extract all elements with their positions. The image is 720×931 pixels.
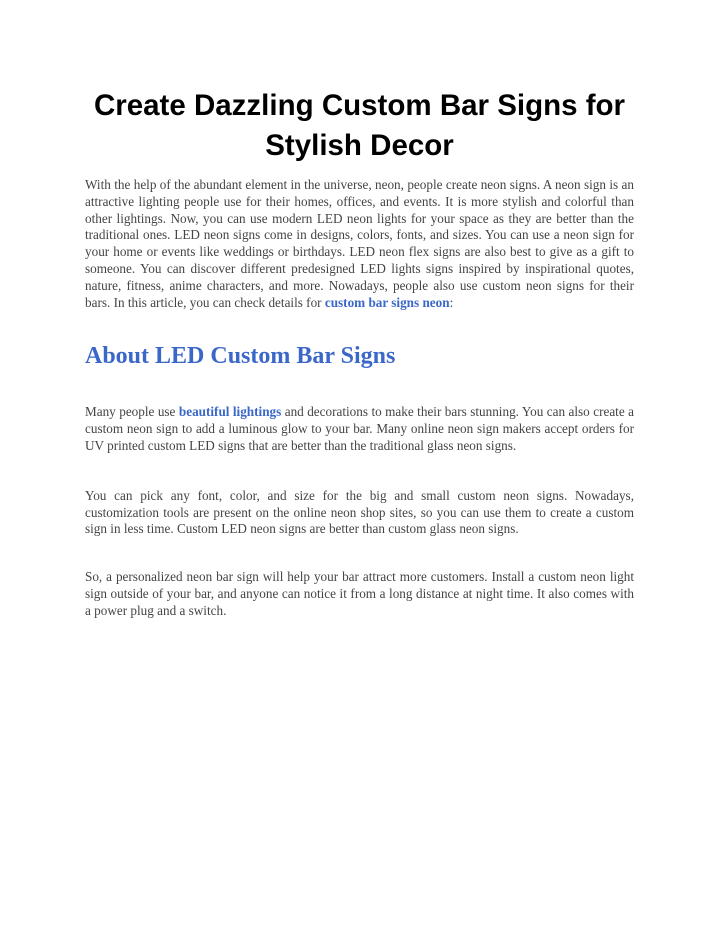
custom-bar-signs-link[interactable]: custom bar signs neon (324, 294, 450, 310)
intro-text: With the help of the abundant element in the universe, neon, people create neon signs. A neon sign is an attractive lighting people use for their homes, offices, and events. It is more stylish and colorful than other lightings. Now, you can use modern LED neon lights for your space as they are better than the traditional ones. LED neon signs come in designs, colors, fonts, and sizes. You can use a neon sign for your home or events like weddings or birthdays. LED neon flex signs are also best to give as a gift to someone. You can discover different predesigned LED lights signs inspired by inspirational quotes, nature, fitness, anime characters, and more. Nowadays, people also use custom neon signs for their bars. In this article, you can check details for (85, 177, 634, 310)
paragraph-1-text-start: Many people use (85, 404, 179, 420)
section-paragraph-1 (85, 404, 634, 454)
beautiful-lightings-link[interactable]: beautiful lightings (178, 404, 282, 420)
section-heading: About LED Custom Bar Signs (85, 343, 396, 370)
section-paragraph-2: You can pick any font, color, and size for the big and small custom neon signs. Nowadays, customization tools are present on the online neon shop sites, so you can use them to create a custom sign in less time. Custom LED neon signs are better than custom glass neon signs. (85, 487, 634, 537)
page-title: Create Dazzling Custom Bar Signs for Stylish Decor (93, 89, 626, 162)
article-body (85, 86, 634, 620)
intro-text-end: : (449, 294, 454, 310)
intro-paragraph (85, 177, 634, 311)
section-paragraph-3: So, a personalized neon bar sign will help your bar attract more customers. Install a custom neon light sign outside of your bar, and anyone can notice it from a long distance at night time. It also comes with a power plug and a switch. (85, 569, 634, 618)
paragraph-1-text-end: and decorations to make their bars stunning. You can also create a custom neon sign to add a luminous glow to your bar. Many online neon sign makers accept orders for UV printed custom LED signs that are better than the traditional glass neon signs. (85, 404, 634, 453)
